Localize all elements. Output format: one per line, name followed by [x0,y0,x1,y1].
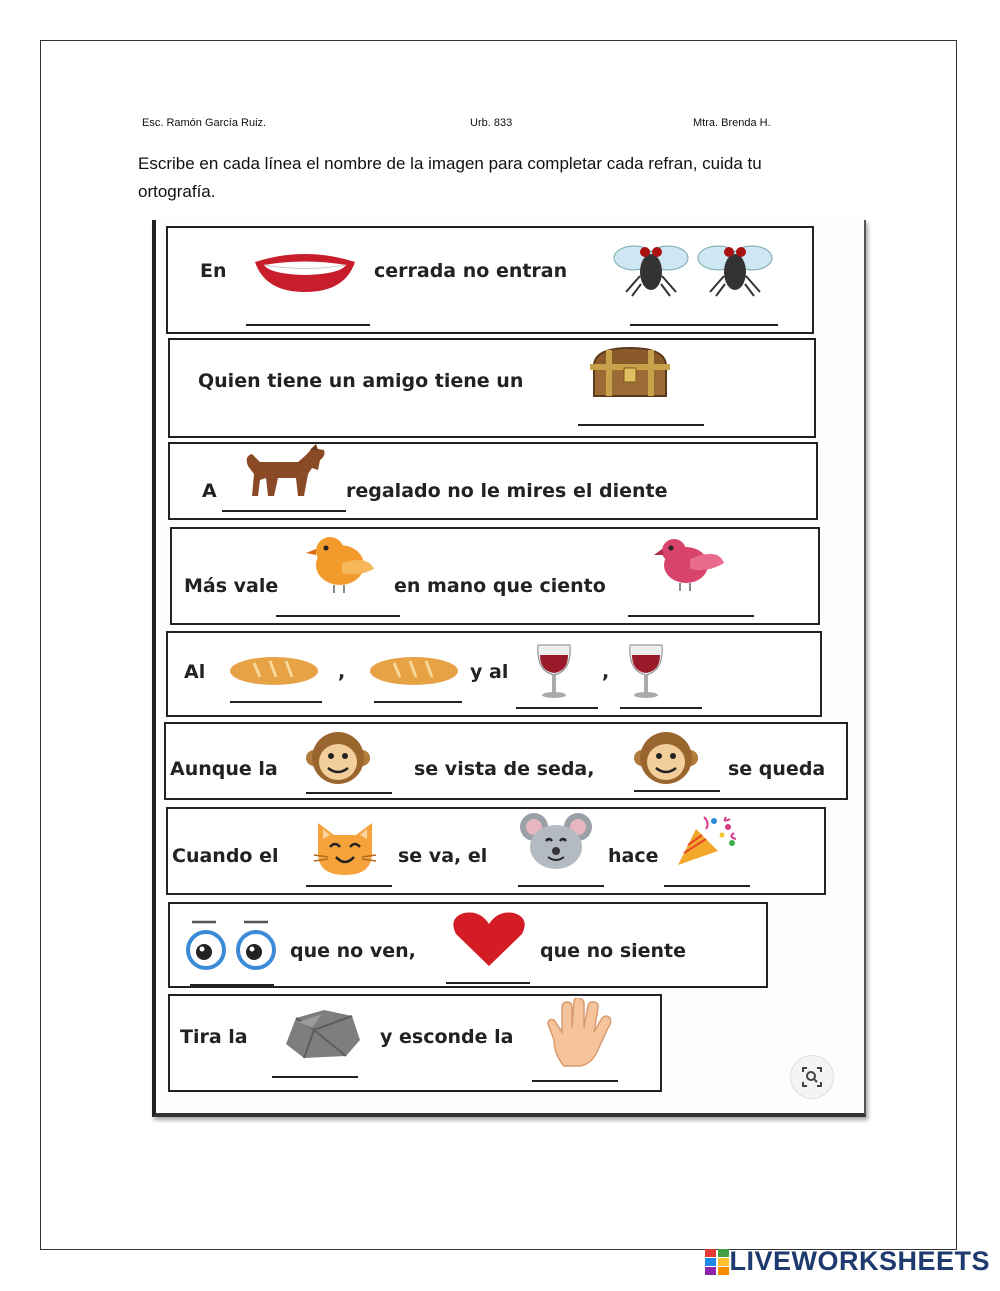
fly-icon [612,236,690,298]
lens-search-icon [800,1065,824,1089]
answer-blank[interactable] [532,1080,618,1082]
row-text: se vista de seda, [414,758,595,780]
brand-name: LIVEWORKSHEETS [729,1246,990,1276]
answer-blank[interactable] [306,792,392,794]
row-text: que no ven, [290,940,416,962]
row-text: cerrada no entran [374,260,568,282]
treasure-chest-icon [586,344,674,400]
rock-icon [280,1008,364,1060]
proverb-row-5 [166,631,822,717]
answer-blank[interactable] [578,424,704,426]
row-text: y esconde la [380,1026,514,1048]
eyes-icon [182,918,282,970]
row-text: Cuando el [172,845,279,867]
row-text: A [202,480,217,502]
proverb-row-8 [168,902,768,988]
row-text: En [200,260,227,282]
answer-blank[interactable] [620,707,702,709]
cat-icon [312,817,378,877]
party-popper-icon [674,813,740,869]
answer-blank[interactable] [518,885,604,887]
row-text: Tira la [180,1026,248,1048]
fly-icon [696,236,774,298]
answer-blank[interactable] [374,701,462,703]
answer-blank[interactable] [446,982,530,984]
mouse-icon [518,811,594,871]
bread-icon [368,653,460,687]
answer-blank[interactable] [230,701,322,703]
answer-blank[interactable] [664,885,750,887]
wine-glass-icon [624,641,668,701]
monkey-icon [634,730,698,786]
pink-bird-icon [650,533,726,595]
hand-icon [544,998,616,1068]
urb-code: Urb. 833 [470,117,513,129]
answer-blank[interactable] [628,615,754,617]
row-text: regalado no le mires el diente [346,480,668,502]
liveworksheets-logo-icon [705,1249,729,1275]
orange-bird-icon [302,533,378,595]
answer-blank[interactable] [222,510,346,512]
horse-icon [238,444,330,500]
answer-blank[interactable] [306,885,392,887]
bread-icon [228,653,320,687]
row-text: Quien tiene un amigo tiene un [198,370,524,392]
answer-blank[interactable] [516,707,598,709]
proverb-row-1 [166,226,814,334]
row-text: se va, el [398,845,488,867]
row-text: , [338,661,346,683]
proverb-row-4 [170,527,820,625]
instructions: Escribe en cada línea el nombre de la imagen para completar cada refran, cuida tu ortografía. [138,154,762,201]
lens-button[interactable] [790,1055,834,1099]
heart-icon [450,910,528,968]
row-text: Más vale [184,575,279,597]
liveworksheets-logo [705,1246,990,1277]
row-text: y al [470,661,509,683]
answer-blank[interactable] [630,324,778,326]
wine-glass-icon [532,641,576,701]
school-name: Esc. Ramón García Ruiz. [142,117,267,129]
answer-blank[interactable] [634,790,720,792]
row-text: que no siente [540,940,687,962]
proverb-row-6 [164,722,848,800]
row-text: se queda [728,758,826,780]
proverb-row-2 [168,338,816,438]
proverb-row-7 [166,807,826,895]
row-text: Al [184,661,206,683]
mouth-icon [250,250,360,294]
monkey-icon [306,730,370,786]
row-text: en mano que ciento [394,575,606,597]
proverb-row-9 [168,994,662,1092]
answer-blank[interactable] [272,1076,358,1078]
proverb-row-3 [168,442,818,520]
row-text: Aunque la [170,758,278,780]
row-text: hace [608,845,659,867]
row-text: , [602,661,610,683]
answer-blank[interactable] [246,324,370,326]
teacher-name: Mtra. Brenda H. [693,117,771,129]
answer-blank[interactable] [190,984,274,986]
answer-blank[interactable] [276,615,400,617]
